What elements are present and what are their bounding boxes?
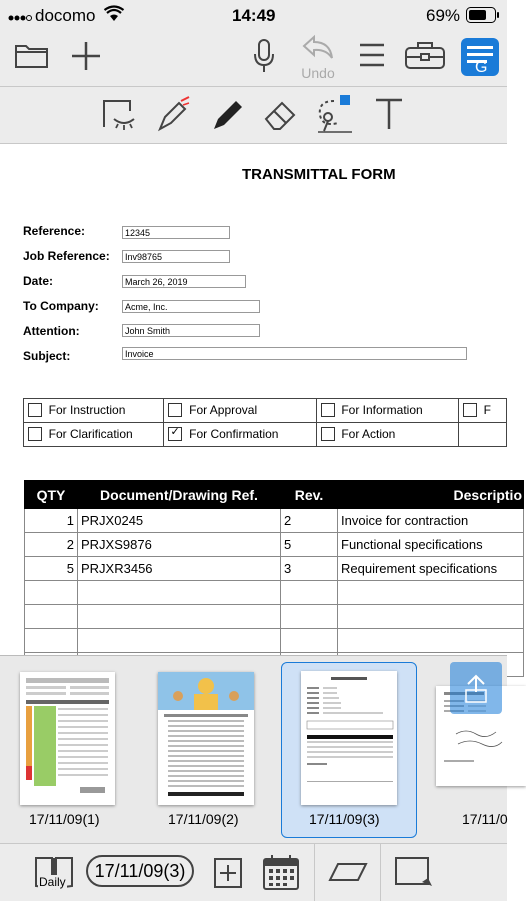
checkbox-for-action[interactable]: For Action bbox=[316, 423, 458, 447]
current-page-selector[interactable]: 17/11/09(3) bbox=[86, 855, 194, 887]
thumbnail-image bbox=[301, 671, 397, 805]
column-header-ref: Document/Drawing Ref. bbox=[78, 481, 281, 509]
undo-button[interactable] bbox=[296, 34, 340, 81]
clock: 14:49 bbox=[232, 6, 276, 25]
daily-label: Daily bbox=[39, 875, 66, 889]
toolbar-divider bbox=[380, 844, 381, 901]
job-reference-field[interactable]: Inv98765 bbox=[122, 250, 230, 263]
undo-icon bbox=[300, 34, 336, 60]
thumbnail-label: 17/11/09(1) bbox=[29, 811, 100, 827]
table-row[interactable] bbox=[25, 629, 524, 653]
toolbar-divider bbox=[314, 844, 315, 901]
expand-icon[interactable] bbox=[450, 662, 502, 714]
pen-tool-icon[interactable] bbox=[210, 95, 244, 138]
bottom-toolbar bbox=[0, 843, 507, 901]
reference-label: Reference: bbox=[23, 224, 86, 238]
lasso-select-tool-icon[interactable] bbox=[314, 93, 356, 140]
checkbox-for-confirmation[interactable]: ✓ For Confirmation bbox=[164, 423, 316, 447]
subject-field[interactable]: Invoice bbox=[122, 347, 467, 360]
checkbox-for-approval[interactable]: For Approval bbox=[164, 399, 316, 423]
to-company-field[interactable]: Acme, Inc. bbox=[122, 300, 260, 313]
table-row[interactable] bbox=[25, 581, 524, 605]
table-row[interactable]: 2 PRJXS9876 5 Functional specifications bbox=[25, 533, 524, 557]
document-page[interactable] bbox=[0, 144, 522, 654]
date-field[interactable]: March 26, 2019 bbox=[122, 275, 246, 288]
text-tool-icon[interactable] bbox=[374, 97, 404, 136]
calendar-button[interactable] bbox=[262, 853, 300, 896]
daily-notebook-button[interactable] bbox=[32, 852, 76, 894]
microphone-button[interactable] bbox=[252, 38, 276, 79]
add-button[interactable] bbox=[70, 40, 102, 77]
job-reference-label: Job Reference: bbox=[23, 249, 110, 263]
battery-icon bbox=[466, 7, 500, 28]
carrier-name: docomo bbox=[35, 6, 96, 25]
checkbox-partial[interactable]: F bbox=[458, 399, 506, 423]
table-row[interactable]: 5 PRJXR3456 3 Requirement specifications bbox=[25, 557, 524, 581]
table-header-row bbox=[25, 481, 524, 509]
hide-markup-tool-icon[interactable] bbox=[100, 97, 138, 138]
wifi-icon bbox=[104, 6, 124, 27]
svg-text:G: G bbox=[475, 59, 488, 76]
signal-icon bbox=[8, 9, 30, 29]
calendar-icon bbox=[262, 853, 300, 891]
thumbnail-page-3-selected[interactable] bbox=[281, 662, 417, 838]
purpose-checkbox-grid bbox=[23, 398, 507, 447]
thumbnail-image bbox=[158, 672, 254, 805]
to-company-label: To Company: bbox=[23, 299, 99, 313]
perspective-view-button[interactable] bbox=[328, 862, 368, 887]
thumbnail-label: 17/11/0 bbox=[462, 811, 508, 827]
documents-table bbox=[24, 480, 524, 677]
thumbnail-page-4[interactable] bbox=[430, 656, 507, 841]
app-logo-button[interactable] bbox=[461, 38, 499, 81]
thumbnail-page-1[interactable] bbox=[0, 656, 135, 841]
battery-percent: 69% bbox=[426, 6, 461, 25]
document-title: TRANSMITTAL FORM bbox=[242, 166, 396, 183]
thumbnail-label: 17/11/09(3) bbox=[309, 811, 380, 827]
table-row[interactable] bbox=[25, 605, 524, 629]
main-toolbar bbox=[0, 30, 507, 87]
checkbox-for-information[interactable]: For Information bbox=[316, 399, 458, 423]
folder-button[interactable] bbox=[14, 40, 50, 75]
status-bar bbox=[0, 0, 507, 30]
attention-field[interactable]: John Smith bbox=[122, 324, 260, 337]
page-thumbnail-strip bbox=[0, 655, 507, 844]
table-row[interactable]: 1 PRJX0245 2 Invoice for contraction bbox=[25, 509, 524, 533]
checkbox-for-instruction[interactable]: For Instruction bbox=[24, 399, 164, 423]
column-header-rev: Rev. bbox=[281, 481, 338, 509]
subject-label: Subject: bbox=[23, 349, 71, 363]
checkbox-for-clarification[interactable]: For Clarification bbox=[24, 423, 164, 447]
thumbnail-page-2[interactable] bbox=[140, 656, 275, 841]
add-page-button[interactable] bbox=[214, 858, 242, 893]
column-header-description: Descriptio bbox=[338, 481, 524, 509]
drawing-tools-bar bbox=[0, 87, 507, 144]
thumbnail-image bbox=[20, 672, 115, 805]
menu-button[interactable] bbox=[358, 42, 386, 73]
thumbnail-label: 17/11/09(2) bbox=[168, 811, 239, 827]
toolbox-button[interactable] bbox=[404, 40, 446, 75]
column-header-qty: QTY bbox=[25, 481, 78, 509]
reference-field[interactable]: 12345 bbox=[122, 226, 230, 239]
attention-label: Attention: bbox=[23, 324, 80, 338]
undo-label: Undo bbox=[301, 65, 335, 81]
date-label: Date: bbox=[23, 274, 54, 288]
page-view-button[interactable] bbox=[394, 856, 434, 893]
laser-pointer-tool-icon[interactable] bbox=[155, 95, 191, 138]
eraser-tool-icon[interactable] bbox=[262, 95, 300, 138]
